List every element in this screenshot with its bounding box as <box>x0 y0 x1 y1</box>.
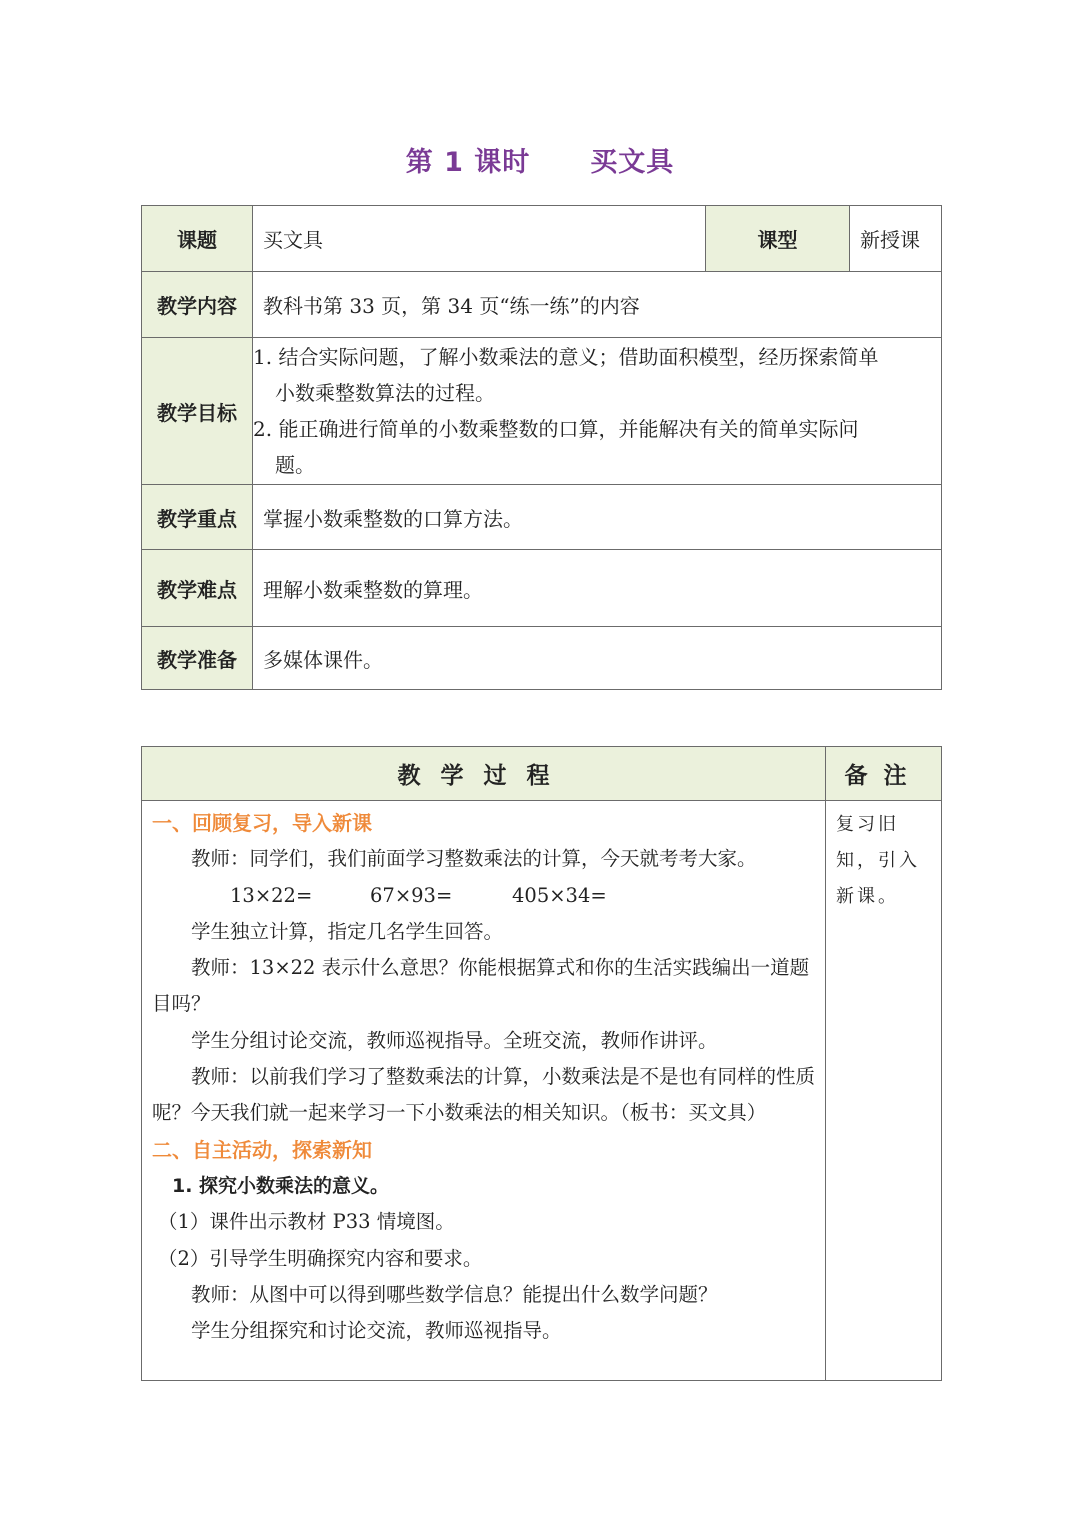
lesson-info-table <box>141 205 942 690</box>
paragraph: 学生独立计算，指定几名学生回答。 <box>191 919 504 943</box>
topic-value: 买文具 <box>253 206 706 272</box>
goal-1-line-1: 1. 结合实际问题，了解小数乘法的意义；借助面积模型，经历探索简单 <box>253 345 879 369</box>
equation: 67×93= <box>370 883 453 907</box>
goals-label: 教学目标 <box>142 338 253 485</box>
topic-label: 课题 <box>142 206 253 272</box>
process-header: 教学过程 <box>142 747 826 801</box>
goal-2-line-1: 2. 能正确进行简单的小数乘整数的口算，并能解决有关的简单实际问 <box>253 417 859 441</box>
section-review-heading: 一、回顾复习，导入新课 <box>152 811 372 835</box>
equation: 405×34= <box>512 883 607 907</box>
step-item: （2）引导学生明确探究内容和要求。 <box>158 1246 483 1270</box>
preparation-value: 多媒体课件。 <box>253 627 942 690</box>
type-label: 课型 <box>706 206 850 272</box>
paragraph: 学生分组讨论交流，教师巡视指导。全班交流，教师作讲评。 <box>191 1028 718 1052</box>
equation-row <box>152 878 817 914</box>
lesson-name: 买文具 <box>590 147 675 178</box>
section-explore-heading: 二、自主活动，探索新知 <box>152 1137 372 1162</box>
paragraph: 学生分组探究和讨论交流，教师巡视指导。 <box>191 1319 562 1343</box>
page-title <box>0 140 1080 179</box>
key-point-label: 教学重点 <box>142 485 253 550</box>
goals-value <box>253 338 942 485</box>
content-value: 教科书第 33 页，第 34 页“练一练”的内容 <box>253 272 942 338</box>
key-point-value: 掌握小数乘整数的口算方法。 <box>253 485 942 550</box>
preparation-label: 教学准备 <box>142 627 253 690</box>
process-content <box>142 801 826 1381</box>
content-label: 教学内容 <box>142 272 253 338</box>
type-value: 新授课 <box>850 206 942 272</box>
step-item: （1）课件出示教材 P33 情境图。 <box>158 1210 455 1234</box>
paragraph: 教师：以前我们学习了整数乘法的计算，小数乘法是不是也有同样的性质呢？今天我们就一起来学习一下小数乘法的相关知识。（板书：买文具） <box>152 1065 816 1125</box>
lesson-number: 第 1 课时 <box>405 147 531 178</box>
teaching-process-table <box>141 746 942 1381</box>
difficulty-label: 教学难点 <box>142 550 253 627</box>
goal-1-line-2: 小数乘整数算法的过程。 <box>275 381 495 405</box>
goal-2-line-2: 题。 <box>275 453 315 477</box>
paragraph: 教师：从图中可以得到哪些数学信息？能提出什么数学问题？ <box>191 1282 718 1306</box>
paragraph: 教师：13×22 表示什么意思？你能根据算式和你的生活实践编出一道题目吗？ <box>152 956 810 1016</box>
difficulty-value: 理解小数乘整数的算理。 <box>253 550 942 627</box>
note-content: 复习旧知，引入新课。 <box>826 801 942 1381</box>
paragraph: 教师：同学们，我们前面学习整数乘法的计算，今天就考考大家。 <box>191 847 757 871</box>
note-header: 备注 <box>826 747 942 801</box>
subsection-heading: 1. 探究小数乘法的意义。 <box>172 1174 390 1197</box>
equation: 13×22= <box>230 883 313 907</box>
